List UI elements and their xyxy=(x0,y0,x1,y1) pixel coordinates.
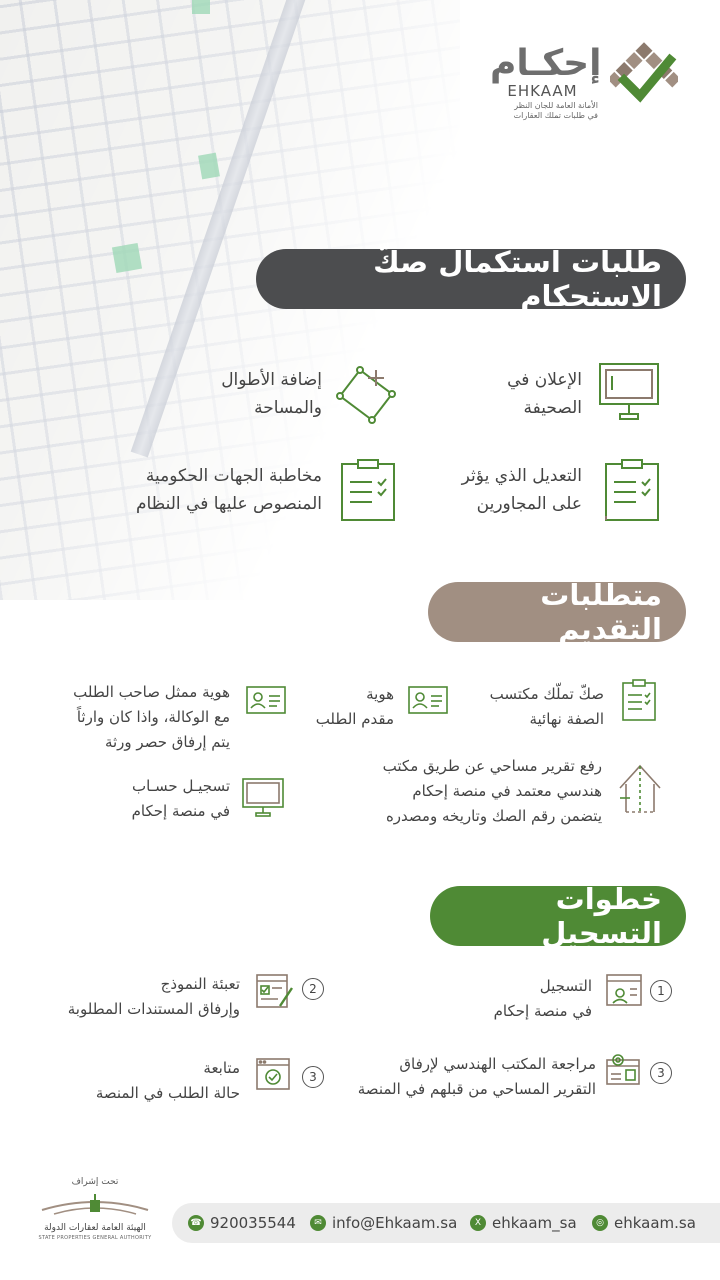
logo-subtitle-line1: الأمانة العامة للجان النظر xyxy=(514,101,598,110)
item-text: التعديل الذي يؤثر xyxy=(461,466,582,486)
step-number: 3 xyxy=(302,1066,324,1088)
item-text: الصفة نهائية xyxy=(529,710,604,728)
phone-icon: ☎ xyxy=(188,1215,204,1231)
logo-arabic: إحكـام xyxy=(490,43,602,84)
step-text: متابعة xyxy=(203,1059,240,1077)
section2-item-5 xyxy=(132,774,230,824)
gov-authority-name-en: STATE PROPERTIES GENERAL AUTHORITY xyxy=(38,1235,152,1241)
email-icon: ✉ xyxy=(310,1215,326,1231)
section3-title: خطوات التسجيل xyxy=(430,886,686,946)
area-shape-icon xyxy=(334,364,400,426)
register-icon xyxy=(606,974,642,1010)
clipboard-icon xyxy=(622,679,656,721)
step-text: مراجعة المكتب الهندسي لإرفاق xyxy=(399,1055,596,1073)
ehkaam-logo-icon xyxy=(610,40,678,118)
house-survey-icon xyxy=(616,762,664,816)
item-text: في منصة إحكام xyxy=(131,802,230,820)
contact-website[interactable] xyxy=(592,1211,696,1235)
x-handle-text: ehkaam_sa xyxy=(492,1214,577,1232)
item-text: رفع تقرير مساحي عن طريق مكتب xyxy=(382,757,602,775)
step-3-text xyxy=(358,1052,596,1102)
step-number: 2 xyxy=(302,978,324,1000)
item-text: الإعلان في xyxy=(507,370,582,390)
map-park xyxy=(192,0,210,14)
section2-title: متطلبات التقديم xyxy=(428,582,686,642)
item-text: إضافة الأطوال xyxy=(221,370,322,390)
logo-english: EHKAAM xyxy=(507,82,578,100)
step-text: وإرفاق المستندات المطلوبة xyxy=(67,1000,240,1018)
id-card-icon xyxy=(246,686,286,714)
phone-text: 920035544 xyxy=(210,1214,296,1232)
item-text: المنصوص عليها في النظام xyxy=(135,494,322,514)
section2-item-2 xyxy=(316,682,394,732)
logo-subtitle-line2: في طلبات تملك العقارات xyxy=(513,111,598,120)
item-text: صكّ تملّك مكتسب xyxy=(489,685,604,703)
step-1-text xyxy=(494,974,592,1024)
item-text: تسجيـل حسـاب xyxy=(131,777,230,795)
item-text: الصحيفة xyxy=(523,398,582,418)
step-text: التقرير المساحي من قبلهم في المنصة xyxy=(357,1080,596,1098)
section2-item-1 xyxy=(490,682,604,732)
item-text: يتضمن رقم الصك وتاريخه ومصدره xyxy=(385,807,602,825)
email-text: info@Ehkaam.sa xyxy=(332,1214,458,1232)
monitor-icon xyxy=(598,362,660,424)
item-text: هندسي معتمد في منصة إحكام xyxy=(412,782,602,800)
x-icon: X xyxy=(470,1215,486,1231)
website-text: ehkaam.sa xyxy=(614,1214,696,1232)
step-text: في منصة إحكام xyxy=(493,1002,592,1020)
step-text: تعبئة النموذج xyxy=(160,975,240,993)
item-text: والمساحة xyxy=(254,398,322,418)
form-icon xyxy=(256,974,294,1010)
section1-item-3 xyxy=(462,462,582,518)
clipboard-icon xyxy=(340,458,396,522)
clipboard-icon xyxy=(604,458,660,522)
map-park xyxy=(112,243,142,273)
section1-item-4 xyxy=(136,462,322,518)
monitor-icon xyxy=(242,778,284,818)
section2-item-4 xyxy=(383,754,602,829)
item-text: مع الوكالة، واذا كان وارثاً xyxy=(76,708,230,726)
contact-email[interactable] xyxy=(310,1211,457,1235)
step-4-text xyxy=(96,1056,240,1106)
logo-subtitle xyxy=(480,101,598,121)
contact-x[interactable] xyxy=(470,1211,577,1235)
step-text: التسجيل xyxy=(539,977,592,995)
section1-item-2 xyxy=(221,366,322,422)
step-number: 3 xyxy=(650,1062,672,1084)
step-2-text xyxy=(68,972,240,1022)
item-text: هوية ممثل صاحب الطلب xyxy=(73,683,230,701)
item-text: هوية xyxy=(366,685,394,703)
globe-icon: ◎ xyxy=(592,1215,608,1231)
item-text: يتم إرفاق حصر ورثة xyxy=(104,733,230,751)
step-number: 1 xyxy=(650,980,672,1002)
step-text: حالة الطلب في المنصة xyxy=(95,1084,240,1102)
map-park xyxy=(198,153,220,180)
item-text: على المجاورين xyxy=(476,494,582,514)
engineering-office-icon xyxy=(606,1052,640,1086)
supervision-label: تحت إشراف xyxy=(71,1177,119,1187)
item-text: مخاطبة الجهات الحكومية xyxy=(145,466,322,486)
section2-item-3 xyxy=(73,680,230,755)
id-card-icon xyxy=(408,686,448,714)
contact-phone[interactable] xyxy=(188,1211,296,1235)
item-text: مقدم الطلب xyxy=(315,710,394,728)
gov-authority-name: الهيئة العامة لعقارات الدولة xyxy=(44,1223,146,1233)
tracking-icon xyxy=(256,1058,290,1090)
gov-authority-logo-icon xyxy=(40,1192,150,1220)
section1-item-1 xyxy=(507,366,582,422)
section1-title: طلبات استكمال صكّ الاستحكام xyxy=(256,249,686,309)
